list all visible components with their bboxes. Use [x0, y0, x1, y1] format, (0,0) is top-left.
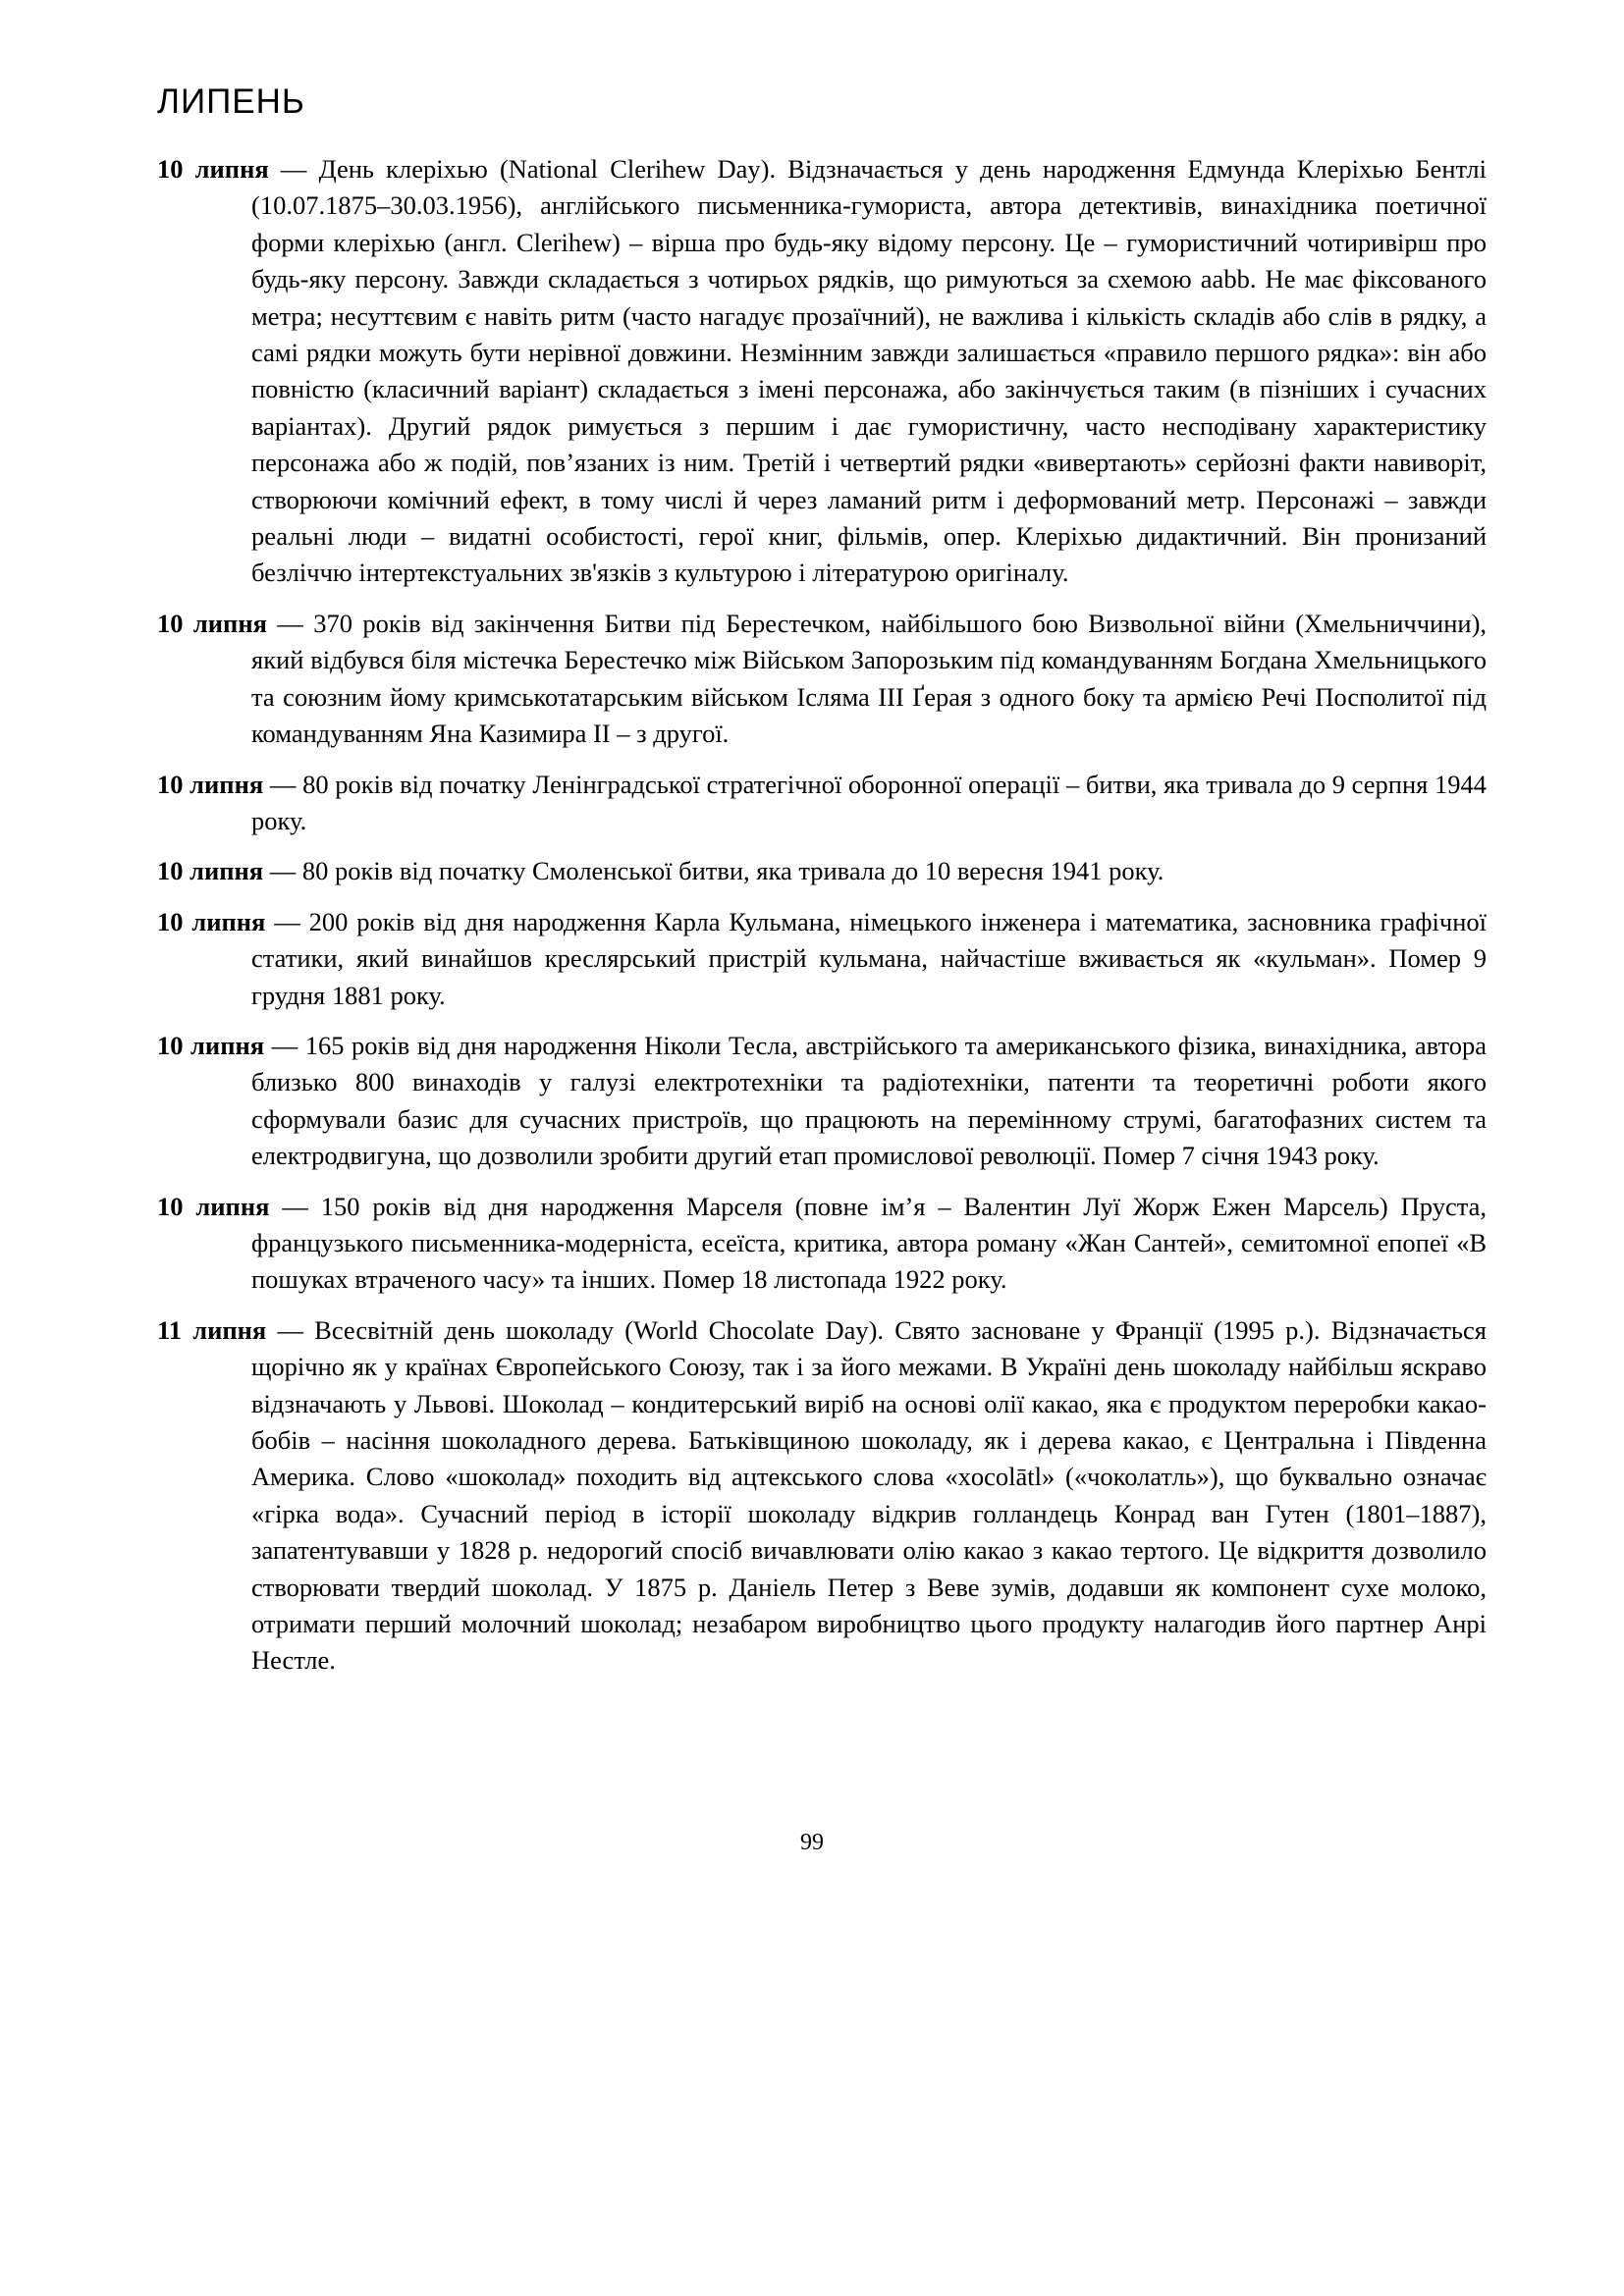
- document-page: [157, 67, 1487, 1693]
- entry-text: Всесвітній день шоколаду (World Chocolate Day). Свято засноване у Франції (1995 р.). Відзначається щорічно як у країнах Європейського Союзу, так і за його межами. В Україні день шоколаду найбільш яскраво відзначають у Львові. Шоколад – кондитерський виріб на основі олії какао, яка є продуктом переробки какао-бобів – насіння шоколадного дерева. Батьківщиною шоколаду, як і дерева какао, є Центральна і Південна Америка. Слово «шоколад» походить від ацтекського слова «xocolātl» («чоколатль»), що буквально означає «гірка вода». Сучасний період в історії шоколаду відкрив голландець Конрад ван Гутен (1801–1887), запатентувавши у 1828 р. недорогий спосіб вичавлювати олію какао з какао тертого. Це відкриття дозволило створювати твердий шоколад. У 1875 р. Даніель Петер з Веве зумів, додавши як компонент сухе молоко, отримати перший молочний шоколад; незабаром виробництво цього продукту налагодив його партнер Анрі Нестле.: [251, 1314, 1487, 1676]
- entry-separator: —: [274, 906, 300, 936]
- entry-date: 10 липня: [157, 1191, 270, 1221]
- page-number: 99: [800, 1830, 824, 1855]
- entry-date: 10 липня: [157, 608, 267, 638]
- entry-separator: —: [282, 1191, 308, 1221]
- entry-separator: —: [277, 608, 303, 638]
- entry-text: 370 років від закінчення Битви під Берестечком, найбільшого бою Визвольної війни (Хмельниччини), який відбувся біля містечка Берестечко між Військом Запорозьким під командуванням Богдана Хмельницького та союзним йому кримськотатарським військом Ісляма III Ґерая з одного боку та армією Речі Посполитої під командуванням Яна Казимира II – з другої.: [251, 608, 1488, 749]
- entry-date: 10 липня: [157, 769, 264, 799]
- entry-date: 10 липня: [157, 906, 266, 936]
- entry-text: День клеріхью (National Clerihew Day). Відзначається у день народження Едмунда Клеріхью Бентлі (10.07.1875–30.03.1956), англійського письменника-гумориста, автора детективів, винахідника поетичної форми клеріхью (англ. Clerihew) – вірша про будь-яку відому персону. Це – гумористичний чотиривірш про будь-яку персону. Завжди складається з чотирьох рядків, що римуються за схемою aabb. Не має фіксованого метра; несуттєвим є навіть ритм (часто нагадує прозаїчний), не важлива і кількість складів або слів в рядку, а самі рядки можуть бути нерівної довжини. Незмінним завжди залишається «правило першого рядка»: він або повністю (класичний варіант) складається з імені персонажа, або закінчується таким (в пізніших і сучасних варіантах). Другий рядок римується з першим і дає гумористичну, часто несподівану характеристику персонажа або ж подій, пов’язаних із ним. Третій і четвертий рядки «вивертають» серйозні факти навиворіт, створюючи комічний ефект, в тому числі й через ламаний ритм і деформований метр. Персонажі – завжди реальні люди – видатні особистості, герої книг, фільмів, опер. Клеріхью дидактичний. Він пронизаний безліччю інтертекстуальних зв'язків з культурою і літературою оригіналу.: [251, 154, 1488, 588]
- entry-separator: —: [271, 1030, 298, 1060]
- calendar-entry: [157, 1312, 1487, 1680]
- entry-separator: —: [269, 856, 297, 886]
- calendar-entry: [157, 1189, 1487, 1299]
- entry-text: 165 років від дня народження Ніколи Тесла, австрійського та американського фізика, винахідника, автора близько 800 винаходів у галузі електротехніки та радіотехніки, патенти та теоретичні роботи якого сформували базис для сучасних пристроїв, що працюють на перемінному струмі, багатофазних систем та електродвигуна, що дозволили зробити другий етап промислової революції. Помер 7 січня 1943 року.: [251, 1030, 1488, 1171]
- entry-date: 11 липня: [157, 1314, 267, 1345]
- entry-date: 10 липня: [157, 154, 269, 184]
- calendar-entry: [157, 151, 1487, 592]
- entry-date: 10 липня: [157, 856, 264, 886]
- calendar-entry: [157, 1028, 1487, 1175]
- entry-date: 10 липня: [157, 1030, 265, 1060]
- entry-separator: —: [269, 769, 297, 799]
- month-title: ЛИПЕНЬ: [157, 82, 305, 121]
- entry-text: 80 років від початку Смоленської битви, яка тривала до 10 вересня 1941 року.: [301, 856, 1164, 886]
- calendar-entry: [157, 904, 1487, 1014]
- calendar-entry: [157, 606, 1487, 753]
- entry-separator: —: [280, 154, 307, 184]
- entry-text: 150 років від дня народження Марселя (повне ім’я – Валентин Луї Жорж Ежен Марсель) Пруста, французького письменника-модерніста, есеїста, критика, автора роману «Жан Сантей», семитомної епопеї «В пошуках втраченого часу» та інших. Помер 18 листопада 1922 року.: [251, 1191, 1488, 1295]
- entry-text: 200 років від дня народження Карла Кульмана, німецького інженера і математика, засновника графічної статики, який винайшов креслярський пристрій кульмана, найчастіше вживається як «кульман». Помер 9 грудня 1881 року.: [251, 906, 1488, 1010]
- entry-text: 80 років від початку Ленінградської стратегічної оборонної операції – битви, яка тривала до 9 серпня 1944 року.: [251, 769, 1488, 835]
- calendar-entry: [157, 853, 1487, 889]
- entry-separator: —: [277, 1314, 303, 1345]
- calendar-entry: [157, 767, 1487, 840]
